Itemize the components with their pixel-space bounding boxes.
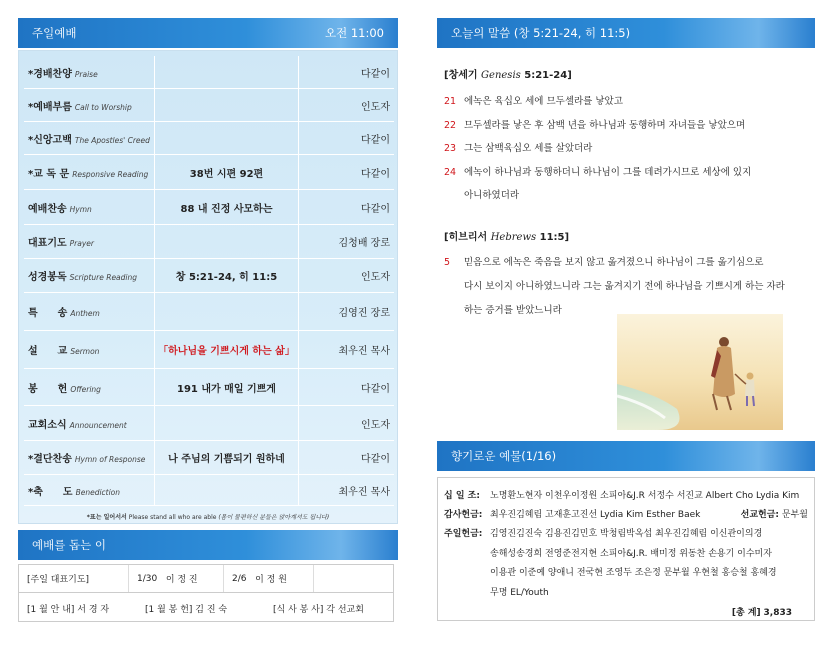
worship-item-name: 특 송 Anthem xyxy=(28,308,100,319)
genesis-heading: [창세기 Genesis 5:21-24] xyxy=(444,70,572,81)
verse-text: 에녹이 하나님과 동행하더니 하나님이 그를 데려가시므로 세상에 있지 xyxy=(464,166,752,178)
verse-line xyxy=(444,187,519,201)
worship-item-name: *신앙고백 The Apostles' Creed xyxy=(28,134,150,146)
verse-number: 22 xyxy=(444,119,457,131)
verse-text: 그는 삼백육십오 세를 살았더라 xyxy=(464,143,593,154)
worship-item-leader: 다같이 xyxy=(361,68,390,80)
offering-header xyxy=(437,441,815,471)
worship-item-name: 봉 헌 Offering xyxy=(28,383,101,395)
worship-item-leader: 김영진 장로 xyxy=(338,308,390,319)
worship-item-detail: 나 주님의 기쁨되기 원하네 xyxy=(154,441,299,474)
guide-name: 서 경 자 xyxy=(77,604,110,615)
worship-row xyxy=(24,406,394,441)
enoch-walking-painting xyxy=(617,314,783,430)
verse-number: 5 xyxy=(444,257,451,268)
worship-item-leader: 다같이 xyxy=(361,203,390,215)
worship-row xyxy=(24,331,394,369)
worship-row xyxy=(24,369,394,406)
worship-item-detail xyxy=(154,56,299,88)
worship-title: 주일예배 xyxy=(32,26,77,40)
meal-label: [식 사 봉 사] xyxy=(273,604,324,615)
worship-row xyxy=(24,475,394,506)
worship-row xyxy=(24,56,394,89)
word-title: 오늘의 말씀 (창 5:21-24, 히 11:5) xyxy=(451,26,631,40)
worship-item-leader: 김청배 장로 xyxy=(338,238,390,249)
verse-line xyxy=(444,93,623,107)
worship-item-name: 예배찬송 Hymn xyxy=(28,203,92,215)
worship-item-name: *경배찬양 Praise xyxy=(28,68,98,80)
rep-name-1: 이 정 진 xyxy=(165,575,198,585)
worship-item-name: *축 도 Benediction xyxy=(28,486,121,498)
worship-row xyxy=(24,259,394,293)
verse-line xyxy=(444,164,751,178)
worship-item-leader: 다같이 xyxy=(361,454,390,465)
offering-table xyxy=(437,477,815,621)
worship-item-name: *예배부름 Call to Worship xyxy=(28,101,132,113)
worship-item-leader: 인도자 xyxy=(361,419,390,431)
verse-text: 다시 보이지 아니하였느니라 그는 옮겨지기 전에 하나님을 기쁘시게 하는 자라 xyxy=(464,281,785,292)
worship-item-detail: 88 내 진정 사모하는 xyxy=(154,190,299,224)
guide-label: [1 월 안 내] xyxy=(27,604,75,615)
meal-name: 각 선교회 xyxy=(326,604,364,615)
worship-item-detail xyxy=(154,475,299,505)
sunday-offering-block: 주일헌금: xyxy=(444,529,483,539)
verse-text: 므두셀라를 낳은 후 삼백 년을 하나님과 동행하며 자녀들을 낳았으며 xyxy=(464,119,746,131)
worship-row xyxy=(24,293,394,331)
rep-date-2: 2/6 xyxy=(232,573,247,584)
worship-item-detail: 창 5:21-24, 히 11:5 xyxy=(154,259,299,292)
worship-item-leader: 인도자 xyxy=(361,101,390,113)
verse-number: 21 xyxy=(444,96,457,107)
worship-item-name: 성경봉독 Scripture Reading xyxy=(28,272,138,283)
worship-item-leader: 인도자 xyxy=(361,272,390,283)
rep-prayer-label: [주일 대표기도] xyxy=(27,575,90,585)
hebrews-heading: [히브리서 Hebrews 11:5] xyxy=(444,232,570,243)
word-header xyxy=(437,18,815,48)
total-line: [총 계] 3,833 xyxy=(731,608,792,618)
verse-text: 믿음으로 에녹은 죽음을 보지 않고 옮겨졌으니 하나님이 그를 옮기심으로 xyxy=(464,257,764,268)
offering-label: [1 월 봉 헌] xyxy=(145,604,193,615)
worship-item-leader: 최우진 목사 xyxy=(338,346,390,357)
worship-order-table xyxy=(18,50,398,524)
worship-item-leader: 최우진 목사 xyxy=(338,486,390,498)
worship-item-name: 설 교 Sermon xyxy=(28,346,100,357)
worship-item-detail xyxy=(154,122,299,154)
worship-item-name: 교회소식 Announcement xyxy=(28,419,127,431)
worship-item-detail: 「하나님을 기쁘시게 하는 삶」 xyxy=(154,331,299,368)
helpers-table xyxy=(18,564,394,622)
worship-header xyxy=(18,18,398,48)
helpers-title: 예배를 돕는 이 xyxy=(32,538,106,552)
verse-text: 아니하였더라 xyxy=(464,190,520,201)
worship-row xyxy=(24,155,394,190)
worship-item-detail xyxy=(154,293,299,330)
genesis-section xyxy=(444,66,752,201)
sunday-offering-line: 무명 EL/Youth xyxy=(490,587,549,598)
worship-item-detail: 38번 시편 92편 xyxy=(154,155,299,189)
verse-text: 하는 증거를 받았느니라 xyxy=(464,305,562,316)
sunday-offering-line: 송해성송경희 전영준전지현 소피아&J.R. 배미정 위동찬 손용기 이수미자 xyxy=(490,548,772,559)
offering-title: 향기로운 예물(1/16) xyxy=(451,449,557,463)
worship-row xyxy=(24,122,394,155)
worship-item-leader: 다같이 xyxy=(361,168,390,180)
worship-item-name: *교 독 문 Responsive Reading xyxy=(28,168,149,180)
verse-number: 24 xyxy=(444,166,457,178)
sunday-offering-line: 이용관 이준예 양애니 전국현 조영두 조은정 문부월 우현철 홍승철 홍혜경 xyxy=(490,568,777,578)
worship-item-leader: 다같이 xyxy=(361,134,390,146)
worship-row xyxy=(24,441,394,475)
tithe-line: 십 일 조: 노명환노현자 이천우이정원 소피아&J.R 서정수 서진교 Albert Cho Lydia Kim xyxy=(444,491,800,501)
worship-item-detail xyxy=(154,225,299,258)
worship-item-name: *결단찬송 Hymn of Response xyxy=(28,454,146,465)
worship-item-detail: 191 내가 매일 기쁘게 xyxy=(154,369,299,405)
worship-row xyxy=(24,225,394,259)
worship-row xyxy=(24,89,394,122)
verse-number: 23 xyxy=(444,143,457,154)
worship-item-name: 대표기도 Prayer xyxy=(28,238,94,249)
verse-line xyxy=(444,254,763,268)
hebrews-section xyxy=(444,228,785,316)
verse-line xyxy=(444,278,785,292)
rep-date-1: 1/30 xyxy=(137,573,158,584)
thanks-line: 감사헌금: 최우진김혜림 고재훈고진선 Lydia Kim Esther Baek 선교헌금: 문부월 xyxy=(444,510,808,520)
standing-note: *표는 일어서서 Please stand all who are able (몸이 불편하신 분들은 앉아계셔도 됩니다) xyxy=(86,514,330,521)
worship-row xyxy=(24,190,394,225)
worship-item-detail xyxy=(154,89,299,121)
offering-name: 김 진 숙 xyxy=(195,604,228,615)
verse-text: 에녹은 육십오 세에 므두셀라를 낳았고 xyxy=(464,96,623,107)
rep-name-2: 이 정 원 xyxy=(255,575,287,585)
helpers-header xyxy=(18,530,398,560)
worship-item-detail xyxy=(154,406,299,440)
verse-line xyxy=(444,117,745,131)
verse-line xyxy=(444,302,562,316)
verse-line xyxy=(444,140,592,154)
worship-item-leader: 다같이 xyxy=(361,383,390,395)
sunday-offering-line: 김영진김진숙 김용진김민호 박청림박옥섭 최우진김혜림 이신관이의경 xyxy=(490,529,763,539)
worship-time: 오전 11:00 xyxy=(324,26,384,40)
